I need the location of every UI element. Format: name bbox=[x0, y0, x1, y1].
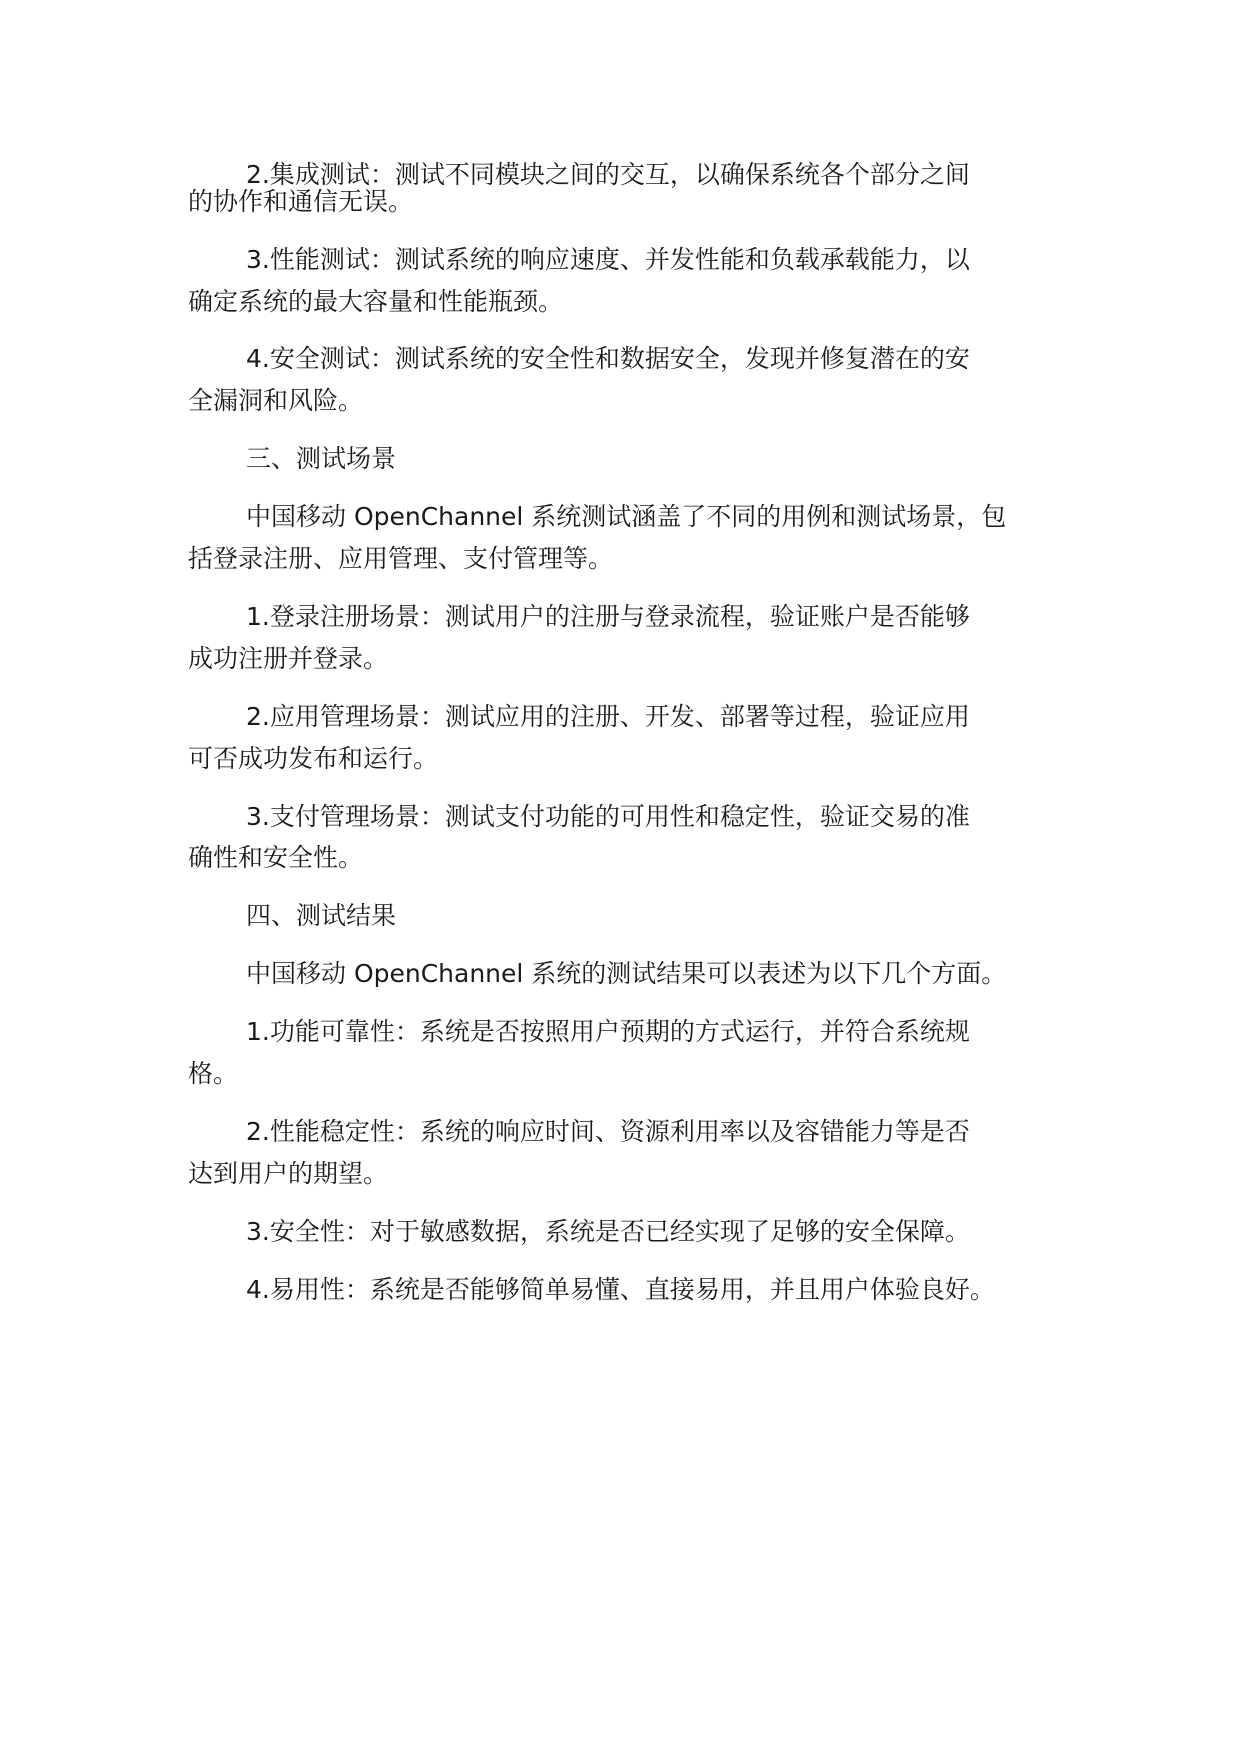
paragraph-security-test-line-2: 全漏洞和风险。 bbox=[188, 386, 364, 415]
paragraph-payment-scenario-line-1: 3.支付管理场景：测试支付功能的可用性和稳定性，验证交易的准 bbox=[246, 802, 970, 831]
paragraph-functional-reliability-line-2: 格。 bbox=[188, 1059, 239, 1088]
paragraph-scenarios-intro-line-1: 中国移动 OpenChannel 系统测试涵盖了不同的用例和测试场景，包 bbox=[246, 502, 1007, 531]
paragraph-app-management-line-2: 可否成功发布和运行。 bbox=[188, 744, 439, 773]
paragraph-performance-stability-line-2: 达到用户的期望。 bbox=[188, 1159, 389, 1188]
paragraph-security-result: 3.安全性：对于敏感数据，系统是否已经实现了足够的安全保障。 bbox=[246, 1217, 970, 1246]
paragraph-security-test-line-1: 4.安全测试：测试系统的安全性和数据安全，发现并修复潜在的安 bbox=[246, 344, 970, 373]
paragraph-performance-stability-line-1: 2.性能稳定性：系统的响应时间、资源利用率以及容错能力等是否 bbox=[246, 1117, 970, 1146]
paragraph-usability-result: 4.易用性：系统是否能够简单易懂、直接易用，并且用户体验良好。 bbox=[246, 1275, 995, 1304]
paragraph-login-scenario-line-2: 成功注册并登录。 bbox=[188, 644, 389, 673]
paragraph-login-scenario-line-1: 1.登录注册场景：测试用户的注册与登录流程，验证账户是否能够 bbox=[246, 602, 970, 631]
section-heading-test-results: 四、测试结果 bbox=[246, 901, 397, 930]
paragraph-integration-test-line-1: 2.集成测试：测试不同模块之间的交互，以确保系统各个部分之间 bbox=[246, 160, 970, 189]
paragraph-scenarios-intro-line-2: 括登录注册、应用管理、支付管理等。 bbox=[188, 544, 614, 573]
paragraph-app-management-line-1: 2.应用管理场景：测试应用的注册、开发、部署等过程，验证应用 bbox=[246, 702, 970, 731]
paragraph-results-intro: 中国移动 OpenChannel 系统的测试结果可以表述为以下几个方面。 bbox=[246, 959, 1007, 988]
paragraph-performance-test-line-1: 3.性能测试：测试系统的响应速度、并发性能和负载承载能力，以 bbox=[246, 245, 970, 274]
paragraph-functional-reliability-line-1: 1.功能可靠性：系统是否按照用户预期的方式运行，并符合系统规 bbox=[246, 1017, 970, 1046]
section-heading-test-scenarios: 三、测试场景 bbox=[246, 444, 397, 473]
paragraph-integration-test-line-2: 的协作和通信无误。 bbox=[188, 187, 414, 216]
paragraph-payment-scenario-line-2: 确性和安全性。 bbox=[188, 843, 364, 872]
paragraph-performance-test-line-2: 确定系统的最大容量和性能瓶颈。 bbox=[188, 287, 564, 316]
